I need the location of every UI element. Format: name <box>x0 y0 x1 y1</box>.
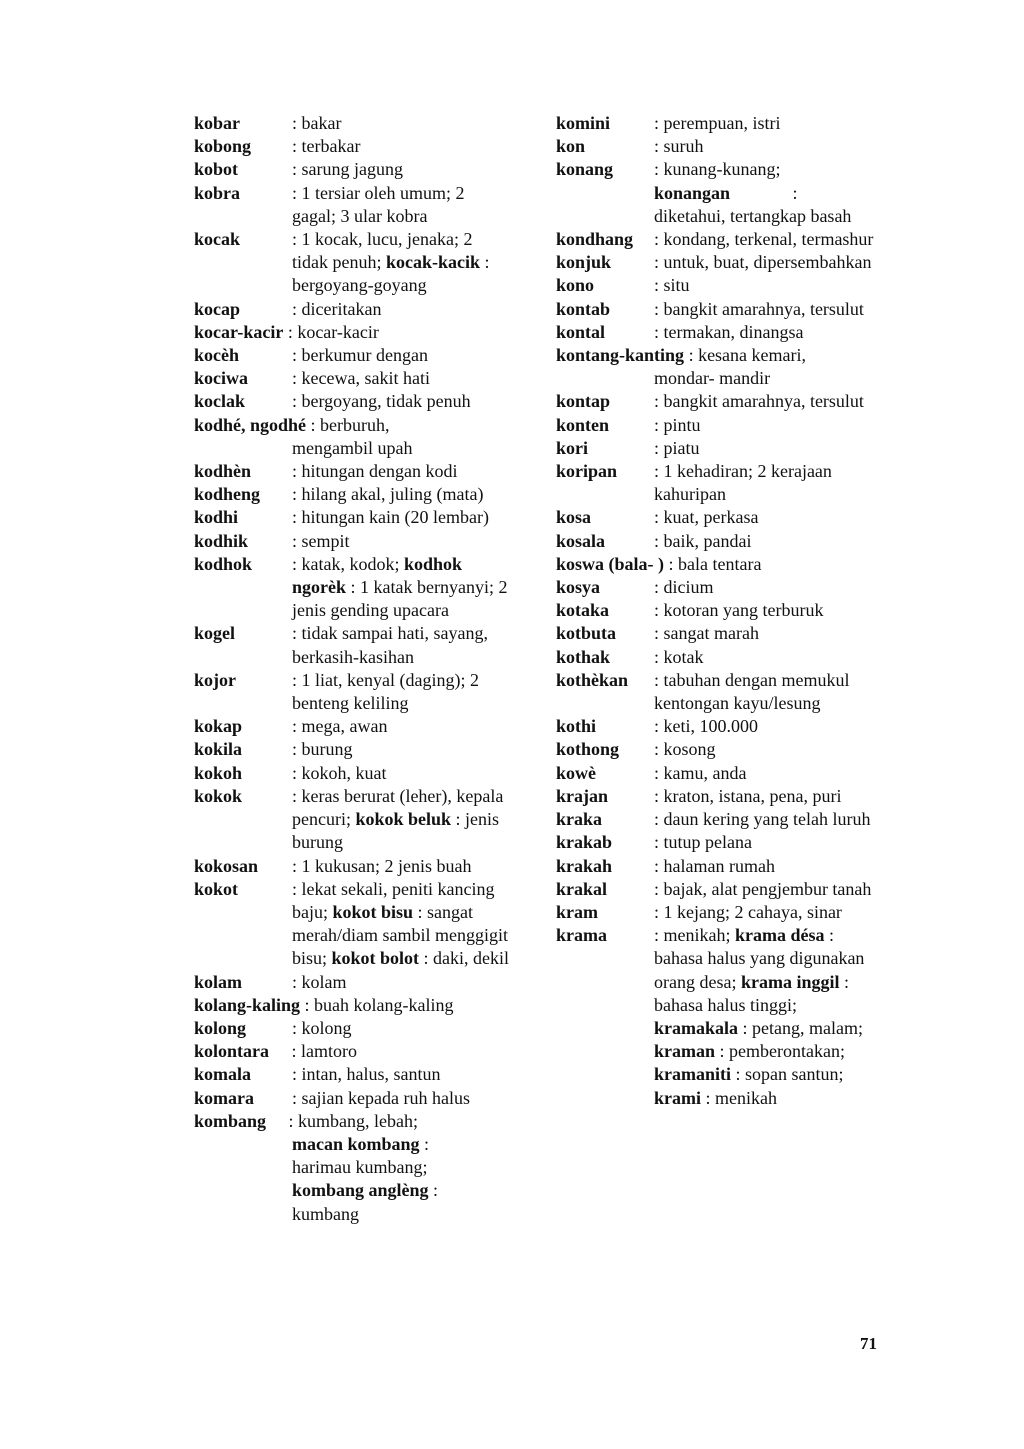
dictionary-entry <box>556 437 881 460</box>
definition: : petang, malam; <box>742 1017 863 1038</box>
definition: : pintu <box>654 414 701 435</box>
definition: : 1 tersiar oleh umum; 2 gagal; 3 ular kobra <box>292 182 465 226</box>
headword: kothèkan <box>556 669 629 690</box>
dictionary-entry <box>194 1017 512 1040</box>
definition: : berburuh, <box>310 414 390 435</box>
definition: : jenis burung <box>292 809 500 853</box>
headword: kram <box>556 901 598 922</box>
headword: kon <box>556 136 586 157</box>
subentry-headword: kramaniti <box>654 1064 732 1085</box>
definition: : intan, halus, santun <box>292 1064 441 1085</box>
dictionary-entry <box>556 460 881 506</box>
headword: kontal <box>556 321 606 342</box>
definition: : keti, 100.000 <box>654 716 758 737</box>
headword: krama <box>556 925 607 946</box>
dictionary-entry <box>194 715 512 738</box>
headword: komara <box>194 1087 254 1108</box>
dictionary-entry <box>556 112 881 135</box>
dictionary-entry <box>194 553 512 623</box>
dictionary-entry <box>194 971 512 994</box>
headword: kondhang <box>556 229 634 250</box>
definition: : kotoran yang terburuk <box>654 600 824 621</box>
headword: kolong <box>194 1017 247 1038</box>
dictionary-entry <box>556 414 881 437</box>
dictionary-entry <box>556 924 881 1110</box>
headword: kobra <box>194 182 241 203</box>
dictionary-entry <box>194 1063 512 1086</box>
headword: kono <box>556 275 595 296</box>
definition: : termakan, dinangsa <box>654 321 804 342</box>
headword: kori <box>556 437 589 458</box>
headword: kosya <box>556 577 601 598</box>
definition: : kolam <box>292 971 347 992</box>
subentry-headword: krama inggil <box>740 971 840 992</box>
dictionary-entry <box>194 994 512 1017</box>
subentry-headword: kodhok ngorèk <box>292 553 463 598</box>
dictionary-entry <box>556 855 881 878</box>
headword: koswa (bala- ) <box>556 553 665 574</box>
definition: : dicium <box>654 577 714 598</box>
headword: kotaka <box>556 600 610 621</box>
definition: : diceritakan <box>292 298 382 319</box>
definition: kumbang <box>292 1203 359 1224</box>
dictionary-entry <box>194 158 512 181</box>
headword: kobar <box>194 113 241 133</box>
definition: : sangat merah/diam sambil menggigit bisu; <box>292 901 508 969</box>
dictionary-entry <box>556 738 881 761</box>
definition: : bakar <box>292 113 342 133</box>
subentry-headword: kramakala <box>654 1017 739 1038</box>
subentry-headword: kokok beluk <box>355 809 452 830</box>
headword: krajan <box>556 785 609 806</box>
dictionary-entry <box>556 135 881 158</box>
dictionary-entry <box>556 831 881 854</box>
definition: : kocar-kacir <box>287 321 379 342</box>
headword: komini <box>556 113 611 133</box>
definition: : daun kering yang telah luruh <box>654 809 871 830</box>
definition: : 1 kehadiran; 2 kerajaan kahuripan <box>654 461 832 505</box>
definition: : 1 kocak, lucu, jenaka; 2 tidak penuh; <box>292 229 473 273</box>
headword: konjuk <box>556 252 612 273</box>
definition: : berkumur dengan <box>292 345 428 366</box>
definition: : kolong <box>292 1017 352 1038</box>
headword: kodheng <box>194 484 261 505</box>
definition: : kesana kemari, <box>688 345 807 366</box>
left-column <box>194 112 512 1226</box>
dictionary-entry <box>194 367 512 390</box>
dictionary-entry <box>556 390 881 413</box>
headword: kokok <box>194 785 243 806</box>
page-number: 71 <box>860 1334 877 1353</box>
subentry-line <box>194 1133 512 1156</box>
definition: : tabuhan dengan memukul kentongan kayu/lesung <box>654 669 850 714</box>
definition: : sajian kepada ruh halus <box>292 1087 470 1108</box>
headword: kobot <box>194 159 239 180</box>
subentry-headword: kokot bolot <box>331 948 420 969</box>
dictionary-entry <box>556 530 881 553</box>
definition: : sempit <box>292 530 350 551</box>
dictionary-entry <box>556 553 881 576</box>
dictionary-entry <box>194 182 512 228</box>
definition: : burung <box>292 739 353 760</box>
subentry-headword: kocak-kacik <box>385 252 481 273</box>
definition: : kunang-kunang; <box>654 159 781 180</box>
definition: : 1 katak bernyanyi; 2 jenis gending upacara <box>292 577 508 621</box>
definition: : kokoh, kuat <box>292 762 387 783</box>
definition: : 1 liat, kenyal (daging); 2 benteng keliling <box>292 669 479 714</box>
dictionary-entry <box>194 414 512 460</box>
definition: : bala tentara <box>668 553 762 574</box>
dictionary-entry <box>194 460 512 483</box>
dictionary-entry <box>556 274 881 297</box>
subentry-headword: konangan <box>654 182 731 203</box>
definition: : menikah <box>705 1087 777 1108</box>
definition: : bangkit amarahnya, tersulut <box>654 391 864 412</box>
definition: : bergoyang-goyang <box>292 252 490 296</box>
definition: : baik, pandai <box>654 530 752 551</box>
dictionary-entry <box>556 506 881 529</box>
headword: kokap <box>194 716 243 737</box>
headword: kosa <box>556 507 592 528</box>
definition: : bahasa halus tinggi; <box>654 971 849 1015</box>
headword: kodhik <box>194 530 249 551</box>
headword: kocèh <box>194 345 239 366</box>
headword: kojor <box>194 669 236 690</box>
dictionary-entry <box>194 390 512 413</box>
subentry-line <box>654 182 881 205</box>
definition: : bergoyang, tidak penuh <box>292 391 471 412</box>
definition: : 1 kejang; 2 cahaya, sinar <box>654 901 842 922</box>
dictionary-entry <box>194 785 512 855</box>
definition: : <box>424 1133 430 1154</box>
dictionary-entry <box>556 576 881 599</box>
dictionary-entry <box>556 228 881 251</box>
subentry-line <box>194 1203 512 1226</box>
headword: kothong <box>556 739 620 760</box>
subentry-headword: krami <box>654 1087 701 1108</box>
definition: : <box>792 182 798 203</box>
dictionary-entry <box>194 506 512 529</box>
dictionary-entry <box>556 158 881 228</box>
definition: diketahui, tertangkap basah <box>654 205 852 226</box>
dictionary-entry <box>194 228 512 298</box>
dictionary-entry <box>194 762 512 785</box>
headword: kodhi <box>194 507 239 528</box>
definition: : 1 kukusan; 2 jenis buah <box>292 855 472 876</box>
dictionary-entry <box>194 112 512 135</box>
dictionary-entry <box>194 298 512 321</box>
definition: : lekat sekali, peniti kancing baju; <box>292 878 495 922</box>
headword: kocak <box>194 229 241 250</box>
headword: kokila <box>194 739 243 760</box>
definition: : bahasa halus yang digunakan orang desa; <box>654 925 865 992</box>
definition: : hitungan kain (20 lembar) <box>292 507 489 528</box>
headword: kocap <box>194 298 241 319</box>
headword: kokosan <box>194 855 259 876</box>
headword: krakah <box>556 855 613 876</box>
headword: koclak <box>194 391 246 412</box>
definition: : tutup pelana <box>654 832 752 853</box>
headword: kokoh <box>194 762 243 783</box>
definition: : hilang akal, juling (mata) <box>292 484 484 505</box>
definition: : buah kolang-kaling <box>304 994 454 1015</box>
subentry-headword: kraman <box>654 1041 716 1062</box>
definition: : situ <box>654 275 690 296</box>
dictionary-entry <box>194 622 512 668</box>
definition: harimau kumbang; <box>292 1157 428 1178</box>
headword: kodhok <box>194 553 253 574</box>
headword: kokot <box>194 878 239 899</box>
headword: kolontara <box>194 1041 270 1062</box>
dictionary-entry <box>556 785 881 808</box>
dictionary-entry <box>556 669 881 715</box>
definition: : bangkit amarahnya, tersulut <box>654 298 864 319</box>
dictionary-entry <box>194 344 512 367</box>
headword: komala <box>194 1064 252 1085</box>
headword: kodhèn <box>194 461 252 482</box>
definition: : sangat marah <box>654 623 759 644</box>
headword: kothi <box>556 716 597 737</box>
headword: kociwa <box>194 368 248 389</box>
definition: : sarung jagung <box>292 159 403 180</box>
definition: : kondang, terkenal, termashur <box>654 229 874 250</box>
dictionary-entry <box>194 1087 512 1110</box>
headword: kotbuta <box>556 623 617 644</box>
definition: : kosong <box>654 739 716 760</box>
definition: : daki, dekil <box>423 948 510 969</box>
dictionary-entry <box>194 321 512 344</box>
headword: kocar-kacir <box>194 321 284 342</box>
headword: kontang-kanting <box>556 345 685 366</box>
headword: kolang-kaling <box>194 994 301 1015</box>
definition: : kraton, istana, pena, puri <box>654 785 842 806</box>
headword: kontab <box>556 298 611 319</box>
definition: : piatu <box>654 437 700 458</box>
definition: : kumbang, lebah; <box>288 1110 419 1131</box>
dictionary-entry <box>194 1110 512 1226</box>
definition-continuation: mengambil upah <box>292 437 413 458</box>
definition: : suruh <box>654 136 704 157</box>
definition: : tidak sampai hati, sayang, berkasih-kasihan <box>292 623 488 667</box>
dictionary-entry <box>556 646 881 669</box>
dictionary-entry <box>556 298 881 321</box>
headword: kobong <box>194 136 252 157</box>
headword: kolam <box>194 971 243 992</box>
headword: kosala <box>556 530 606 551</box>
dictionary-entry <box>194 530 512 553</box>
subentry-line <box>194 1156 512 1179</box>
dictionary-entry <box>556 344 881 390</box>
subentry-headword: krama désa <box>734 925 825 946</box>
dictionary-entry <box>194 669 512 715</box>
headword: kombang <box>194 1110 267 1131</box>
definition: : perempuan, istri <box>654 113 781 133</box>
headword: konang <box>556 159 614 180</box>
dictionary-entry <box>194 878 512 971</box>
dictionary-entry <box>556 762 881 785</box>
definition: : pemberontakan; <box>719 1041 845 1062</box>
dictionary-entry <box>556 622 881 645</box>
headword: kowè <box>556 762 596 783</box>
definition: : hitungan dengan kodi <box>292 461 458 482</box>
dictionary-entry <box>194 1040 512 1063</box>
dictionary-entry <box>556 715 881 738</box>
dictionary-entry <box>556 321 881 344</box>
subentry-headword: kombang anglèng <box>292 1180 429 1201</box>
dictionary-entry <box>194 855 512 878</box>
definition: : kotak <box>654 646 704 667</box>
definition: : bajak, alat pengjembur tanah <box>654 878 872 899</box>
subentry-line <box>194 1179 512 1202</box>
definition: : menikah; <box>654 925 731 946</box>
definition-continuation: mondar- mandir <box>654 368 771 389</box>
definition: : terbakar <box>292 136 361 157</box>
subentry-headword: kokot bisu <box>332 901 414 922</box>
headword: kothak <box>556 646 611 667</box>
dictionary-entry <box>556 808 881 831</box>
definition: : kamu, anda <box>654 762 747 783</box>
headword: krakal <box>556 878 608 899</box>
definition: : untuk, buat, dipersembahkan <box>654 252 872 273</box>
headword: kogel <box>194 623 236 644</box>
dictionary-entry <box>194 135 512 158</box>
dictionary-entry <box>556 878 881 901</box>
definition: : lamtoro <box>291 1041 358 1062</box>
definition: : katak, kodok; <box>292 553 400 574</box>
definition: : kecewa, sakit hati <box>292 368 430 389</box>
dictionary-entry <box>194 483 512 506</box>
dictionary-entry <box>556 251 881 274</box>
definition: : mega, awan <box>292 716 388 737</box>
dictionary-entry <box>556 901 881 924</box>
headword: kodhé, ngodhé <box>194 414 307 435</box>
headword: kraka <box>556 809 603 830</box>
definition: : keras berurat (leher), kepala pencuri; <box>292 785 504 830</box>
headword: krakab <box>556 832 613 853</box>
headword: koripan <box>556 461 618 482</box>
definition: : kuat, perkasa <box>654 507 759 528</box>
definition: : <box>433 1180 439 1201</box>
subentry-line <box>654 205 881 228</box>
subentry-headword: macan kombang <box>292 1133 420 1154</box>
headword: kontap <box>556 391 611 412</box>
definition: : halaman rumah <box>654 855 775 876</box>
dictionary-entry <box>556 599 881 622</box>
headword: konten <box>556 414 610 435</box>
right-column <box>556 112 881 1110</box>
dictionary-entry <box>194 738 512 761</box>
definition: : sopan santun; <box>735 1064 844 1085</box>
